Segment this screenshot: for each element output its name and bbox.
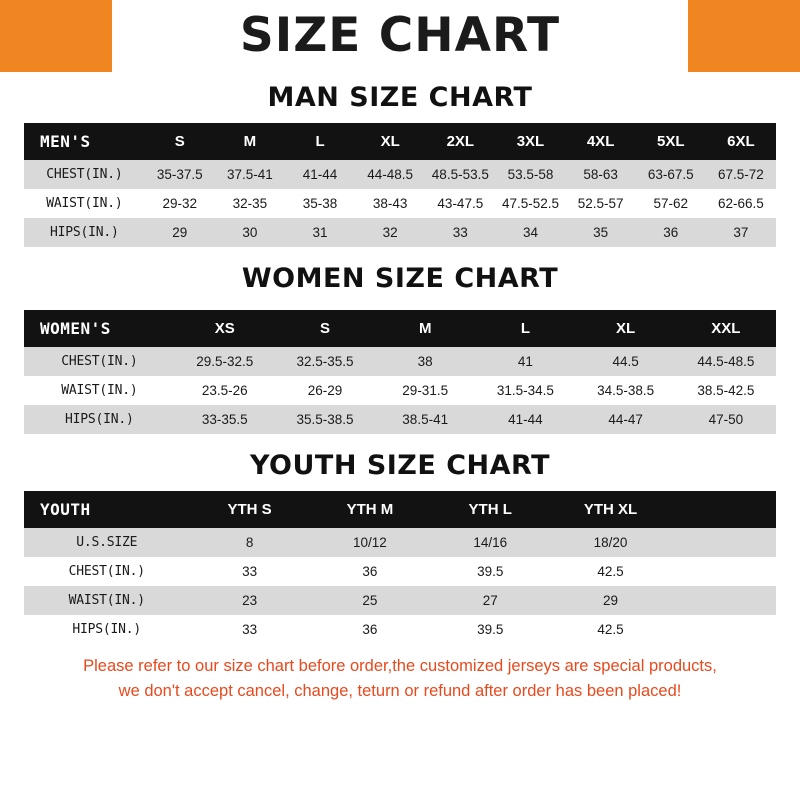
cell: 44-48.5: [355, 160, 425, 189]
spacer: [0, 113, 800, 123]
table-row: [24, 528, 776, 557]
cell: 39.5: [430, 615, 550, 644]
men-col-s: S: [145, 123, 215, 160]
cell: 31: [285, 218, 355, 247]
men-col-6xl: 6XL: [706, 123, 776, 160]
page-title: SIZE CHART: [239, 8, 561, 63]
cell: 29: [550, 586, 670, 615]
cell: 57-62: [636, 189, 706, 218]
women-col-xl: XL: [576, 310, 676, 347]
women-col-xxl: XXL: [676, 310, 776, 347]
women-section-heading: WOMEN SIZE CHART: [241, 263, 559, 294]
youth-col-l: YTH L: [430, 491, 550, 528]
cell-pad: [671, 615, 776, 644]
table-row: [24, 586, 776, 615]
cell: 58-63: [566, 160, 636, 189]
cell: 42.5: [550, 615, 670, 644]
youth-section-heading: YOUTH SIZE CHART: [249, 450, 551, 481]
cell: 41-44: [285, 160, 355, 189]
youth-size-table: [24, 491, 776, 644]
spacer: [0, 481, 800, 491]
cell: 29.5-32.5: [175, 347, 275, 376]
cell: 47.5-52.5: [495, 189, 565, 218]
cell: 39.5: [430, 557, 550, 586]
cell: 35-37.5: [145, 160, 215, 189]
men-col-3xl: 3XL: [495, 123, 565, 160]
cell: 29-31.5: [375, 376, 475, 405]
cell: 38-43: [355, 189, 425, 218]
men-col-2xl: 2XL: [425, 123, 495, 160]
youth-col-s: YTH S: [189, 491, 309, 528]
cell: 37.5-41: [215, 160, 285, 189]
men-size-table: [24, 123, 776, 247]
women-size-table: [24, 310, 776, 434]
cell: 25: [310, 586, 430, 615]
table-row: [24, 347, 776, 376]
women-col-label: WOMEN'S: [24, 310, 175, 347]
cell: 29-32: [145, 189, 215, 218]
row-label: CHEST(IN.): [24, 347, 175, 376]
cell: 27: [430, 586, 550, 615]
cell: 32: [355, 218, 425, 247]
cell: 31.5-34.5: [475, 376, 575, 405]
table-row: [24, 189, 776, 218]
men-col-4xl: 4XL: [566, 123, 636, 160]
cell: 34: [495, 218, 565, 247]
banner-accent-left: [0, 0, 112, 72]
cell-pad: [671, 586, 776, 615]
cell: 14/16: [430, 528, 550, 557]
spacer: [0, 247, 800, 263]
cell: 44-47: [576, 405, 676, 434]
table-row: [24, 615, 776, 644]
cell: 44.5: [576, 347, 676, 376]
men-section-heading: MAN SIZE CHART: [267, 82, 533, 113]
cell: 33: [189, 615, 309, 644]
cell: 37: [706, 218, 776, 247]
women-table-body: [24, 347, 776, 434]
row-label: WAIST(IN.): [24, 189, 145, 218]
header-banner: [0, 0, 800, 72]
spacer: [0, 434, 800, 450]
youth-table-body: [24, 528, 776, 644]
youth-size-table-wrap: [24, 491, 776, 644]
row-label: HIPS(IN.): [24, 218, 145, 247]
spacer: [0, 72, 800, 82]
men-col-label: MEN'S: [24, 123, 145, 160]
men-col-m: M: [215, 123, 285, 160]
men-size-table-wrap: [24, 123, 776, 247]
cell: 41-44: [475, 405, 575, 434]
cell: 34.5-38.5: [576, 376, 676, 405]
cell-pad: [671, 528, 776, 557]
row-label: HIPS(IN.): [24, 405, 175, 434]
cell: 35.5-38.5: [275, 405, 375, 434]
cell: 44.5-48.5: [676, 347, 776, 376]
cell: 53.5-58: [495, 160, 565, 189]
cell: 23: [189, 586, 309, 615]
banner-accent-right: [688, 0, 800, 72]
cell: 32.5-35.5: [275, 347, 375, 376]
row-label: WAIST(IN.): [24, 586, 189, 615]
cell: 10/12: [310, 528, 430, 557]
women-col-m: M: [375, 310, 475, 347]
table-row: [24, 376, 776, 405]
cell: 30: [215, 218, 285, 247]
footer-note: [18, 654, 782, 704]
footer-note-line-1: Please refer to our size chart before order,the customized jerseys are special products,: [83, 657, 717, 675]
cell: 35-38: [285, 189, 355, 218]
cell-pad: [671, 557, 776, 586]
cell: 43-47.5: [425, 189, 495, 218]
cell: 36: [636, 218, 706, 247]
women-col-l: L: [475, 310, 575, 347]
cell: 26-29: [275, 376, 375, 405]
table-row: [24, 160, 776, 189]
cell: 42.5: [550, 557, 670, 586]
cell: 33: [189, 557, 309, 586]
cell: 8: [189, 528, 309, 557]
cell: 63-67.5: [636, 160, 706, 189]
cell: 47-50: [676, 405, 776, 434]
men-table-body: [24, 160, 776, 247]
youth-col-label: YOUTH: [24, 491, 189, 528]
spacer: [0, 294, 800, 310]
table-header-row: [24, 310, 776, 347]
cell: 23.5-26: [175, 376, 275, 405]
women-col-s: S: [275, 310, 375, 347]
youth-col-xl: YTH XL: [550, 491, 670, 528]
women-size-table-wrap: [24, 310, 776, 434]
table-header-row: [24, 123, 776, 160]
cell: 41: [475, 347, 575, 376]
cell: 36: [310, 615, 430, 644]
cell: 18/20: [550, 528, 670, 557]
cell: 38: [375, 347, 475, 376]
cell: 32-35: [215, 189, 285, 218]
cell: 38.5-41: [375, 405, 475, 434]
table-row: [24, 405, 776, 434]
table-row: [24, 218, 776, 247]
men-col-l: L: [285, 123, 355, 160]
cell: 62-66.5: [706, 189, 776, 218]
row-label: HIPS(IN.): [24, 615, 189, 644]
cell: 35: [566, 218, 636, 247]
cell: 33-35.5: [175, 405, 275, 434]
men-col-xl: XL: [355, 123, 425, 160]
row-label: CHEST(IN.): [24, 160, 145, 189]
row-label: U.S.SIZE: [24, 528, 189, 557]
cell: 36: [310, 557, 430, 586]
youth-table-header: [24, 491, 776, 528]
women-col-xs: XS: [175, 310, 275, 347]
women-table-header: [24, 310, 776, 347]
men-table-header: [24, 123, 776, 160]
row-label: CHEST(IN.): [24, 557, 189, 586]
cell: 52.5-57: [566, 189, 636, 218]
cell: 48.5-53.5: [425, 160, 495, 189]
youth-col-m: YTH M: [310, 491, 430, 528]
footer-note-line-2: we don't accept cancel, change, teturn or refund after order has been placed!: [118, 681, 682, 700]
men-col-5xl: 5XL: [636, 123, 706, 160]
table-row: [24, 557, 776, 586]
cell: 33: [425, 218, 495, 247]
row-label: WAIST(IN.): [24, 376, 175, 405]
cell: 38.5-42.5: [676, 376, 776, 405]
cell: 67.5-72: [706, 160, 776, 189]
youth-col-pad: [671, 491, 776, 528]
cell: 29: [145, 218, 215, 247]
table-header-row: [24, 491, 776, 528]
